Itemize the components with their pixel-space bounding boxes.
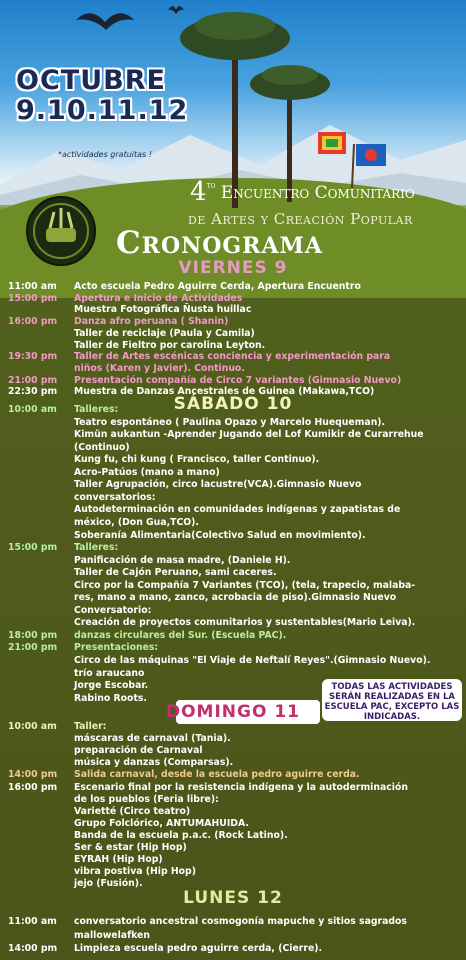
event-title	[190, 176, 460, 207]
day-heading-lunes: LUNES 12	[183, 888, 283, 908]
schedule-activity: Taller de Fieltro por carolina Leyton.	[74, 339, 266, 351]
schedule-activity: Soberanía Alimentaria(Colectivo Salud en movimiento).	[74, 529, 366, 541]
schedule-time: 15:00 pm	[8, 292, 58, 304]
schedule-activity: Conversatorio:	[74, 604, 152, 616]
schedule-time: 16:00 pm	[8, 316, 58, 328]
schedule-activity: Panificación de masa madre, (Daniele H).	[74, 554, 291, 566]
schedule-activity: Grupo Folclórico, ANTUMAHUIDA.	[74, 817, 249, 829]
schedule-activity: máscaras de carnaval (Tania).	[74, 733, 231, 745]
schedule-activity: Jorge Escobar.	[74, 680, 149, 692]
schedule-activity: Acto escuela Pedro Aguirre Cerda, Apertura Encuentro	[74, 281, 361, 292]
schedule-time: 11:00 am	[8, 281, 57, 292]
schedule-activity: Creación de proyectos comunitarios y sustentables(Mario Leiva).	[74, 617, 416, 629]
schedule-activity: Muestra Fotográfica Ñusta huillac	[74, 304, 252, 316]
condor-icon	[76, 6, 134, 40]
schedule-time: 10:00 am	[8, 404, 57, 415]
schedule-time: 10:00 am	[8, 721, 57, 732]
schedule-activity: conversatorio ancestral cosmogonía mapuche y sitios sagrados	[74, 916, 407, 927]
schedule-activity: Taller:	[74, 721, 107, 732]
day-heading-viernes: VIERNES 9	[178, 258, 288, 278]
schedule-activity: Presentaciones:	[74, 642, 159, 654]
schedule-activity: música y danzas (Comparsas).	[74, 757, 234, 769]
schedule-time: 14:00 pm	[8, 943, 58, 954]
schedule-activity: res, mano a mano, zanco, acrobacia de piso).Gimnasio Nuevo	[74, 592, 397, 604]
schedule-activity: mallowelafken	[74, 929, 150, 941]
month-label: OCTUBRE	[16, 65, 166, 96]
schedule-activity: Muestra de Danzas Ancestrales de Guinea (Makawa,TCO)	[74, 386, 375, 398]
schedule-activity: Varietté (Circo teatro)	[74, 805, 191, 817]
schedule-activity: danzas circulares del Sur. (Escuela PAC).	[74, 629, 287, 641]
schedule-activity: Salida carnaval, desde la escuela pedro aguirre cerda.	[74, 769, 360, 781]
schedule-activity: preparación de Carnaval	[74, 745, 203, 757]
schedule-activity: Limpieza escuela pedro aguirre cerda, (Cierre).	[74, 943, 323, 954]
schedule-activity: Taller de Cajón Peruano, sami caceres.	[74, 567, 277, 579]
schedule-activity: méxico, (Don Gua,TCO).	[74, 516, 199, 528]
schedule-activity: jejo (Fusión).	[74, 878, 143, 890]
schedule-activity: Escenario final por la resistencia indígena y la autoderminación	[74, 781, 408, 793]
schedule-activity: Banda de la escuela p.a.c. (Rock Latino).	[74, 829, 288, 841]
event-number: 4	[190, 177, 207, 207]
schedule-time: 15:00 pm	[8, 542, 58, 554]
schedule-activity: vibra postiva (Hip Hop)	[74, 866, 196, 878]
date-block	[16, 65, 189, 126]
schedule-activity: Talleres:	[74, 542, 119, 554]
schedule-activity: Apertura e Inicio de Actividades	[74, 292, 243, 304]
schedule-activity: Talleres:	[74, 404, 119, 415]
schedule-time: 22:30 pm	[8, 386, 58, 398]
location-note: TODAS LAS ACTIVIDADES SERÁN REALIZADAS EN LA ESCUELA PAC, EXCEPTO LAS INDICADAS.	[322, 679, 462, 721]
schedule-activity: Taller de reciclaje (Paula y Camila)	[74, 327, 255, 339]
days-label: 9.10.11.12	[16, 95, 189, 126]
schedule-time: 21:00 pm	[8, 374, 58, 386]
schedule-activity: trío araucano	[74, 667, 145, 679]
schedule-time: 16:00 pm	[8, 781, 58, 793]
schedule-activity: Danza afro peruana ( Shanin)	[74, 316, 229, 328]
event-subtitle: de Artes y Creación Popular	[188, 210, 413, 228]
schedule-activity: Rabino Roots.	[74, 692, 147, 704]
schedule-activity: de los pueblos (Feria libre):	[74, 793, 219, 805]
schedule-activity: niños (Karen y Javier). Continuo.	[74, 362, 245, 374]
schedule-time: 11:00 am	[8, 916, 57, 927]
logo-icon	[26, 196, 96, 266]
event-number-suffix: to	[206, 181, 216, 190]
schedule-time: 14:00 pm	[8, 769, 58, 781]
schedule-activity: Kimün aukantun -Aprender Jugando del Lof Kumikir de Curarrehue	[74, 429, 424, 441]
schedule-activity: Circo de las máquinas "El Viaje de Neftalí Reyes".(Gimnasio Nuevo).	[74, 655, 431, 666]
schedule-time: 21:00 pm	[8, 642, 58, 654]
schedule-time: 18:00 pm	[8, 629, 58, 641]
schedule-activity: Autodeterminación en comunidades indígenas y zapatistas de	[74, 504, 401, 516]
day-heading-sabado: SÁBADO 10	[173, 394, 293, 414]
day-heading-domingo: DOMINGO 11	[165, 702, 300, 722]
schedule-activity: (Continuo)	[74, 441, 130, 453]
schedule-activity: Teatro espontáneo ( Paulina Opazo y Marcelo Huequeman).	[74, 416, 386, 428]
schedule-activity: EYRAH (Hip Hop)	[74, 854, 163, 866]
schedule-activity: Circo por la Compañía 7 Variantes (TCO), (tela, trapecio, malaba-	[74, 579, 416, 591]
schedule-activity: Kung fu, chi kung ( Francisco, taller Continuo).	[74, 454, 320, 466]
schedule-activity: conversatorios:	[74, 491, 156, 503]
schedule-activity: Acro-Patúos (mano a mano)	[74, 466, 220, 478]
schedule-time: 19:30 pm	[8, 351, 58, 363]
free-activities-note: *actividades gratuitas !	[58, 150, 152, 159]
schedule-activity: Taller de Artes escénicas conciencia y experimentación para	[74, 351, 391, 363]
schedule-activity: Presentación compañía de Circo 7 variantes (Gimnasio Nuevo)	[74, 374, 402, 386]
schedule-activity: Ser & estar (Hip Hop)	[74, 842, 187, 853]
schedule-activity: Taller Agrupación, circo lacustre(VCA).Gimnasio Nuevo	[74, 479, 362, 491]
page-title: Cronograma	[116, 225, 323, 261]
event-name: Encuentro Comunitario	[220, 183, 415, 203]
